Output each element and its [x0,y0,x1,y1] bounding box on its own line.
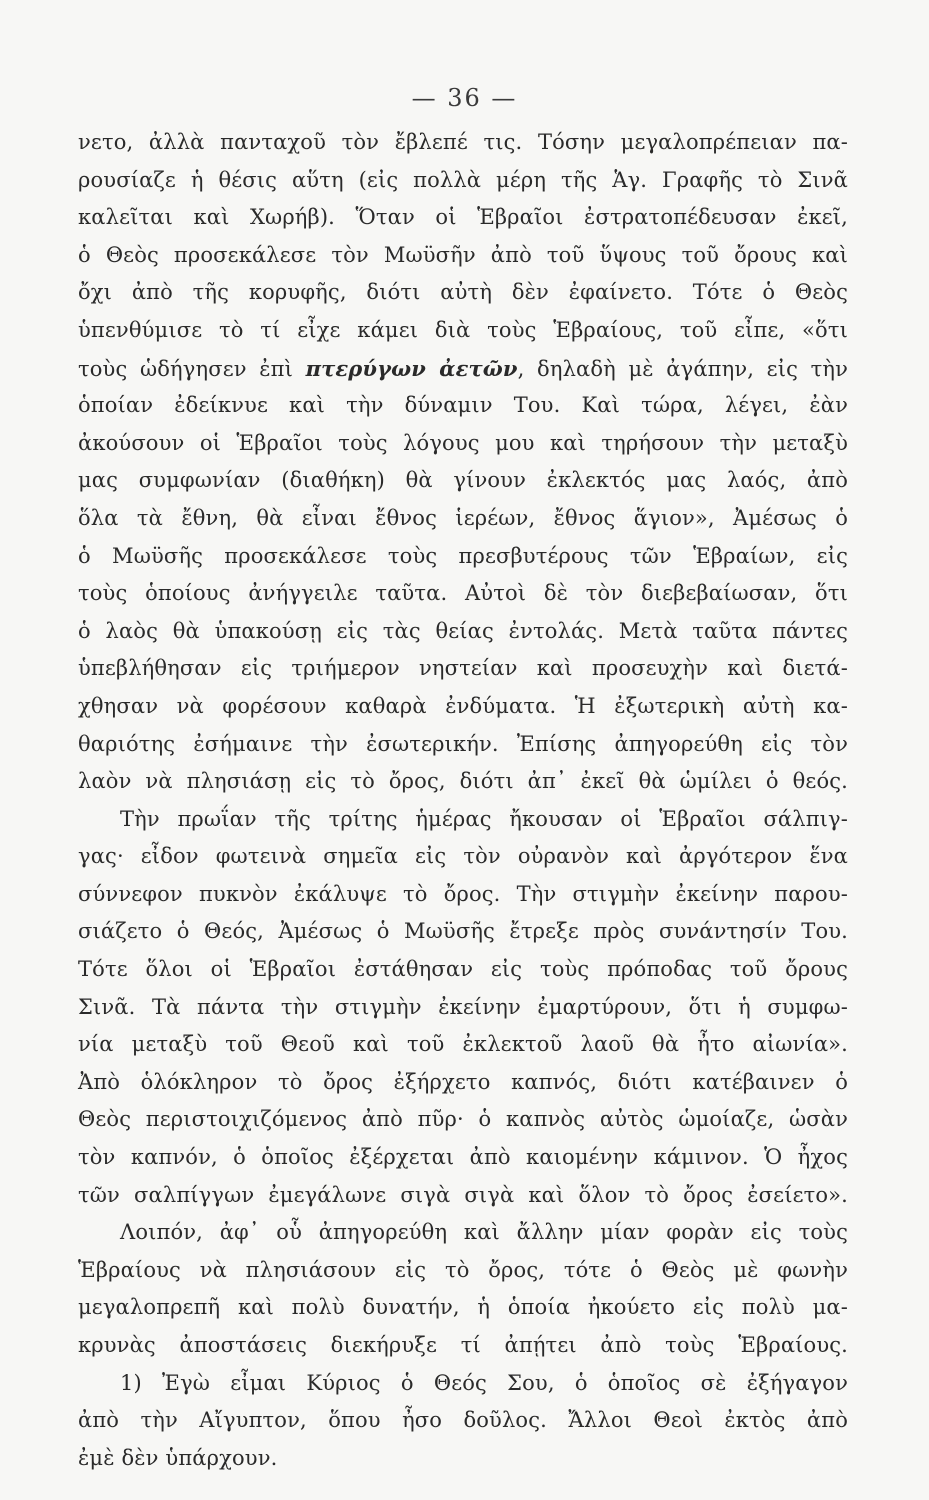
text-line: σύννεφον πυκνὸν ἐκάλυψε τὸ ὄρος. Τὴν στιγμὴν ἐκείνην παρου- [78,881,848,906]
text-line: ὁποίαν ἐδείκνυε καὶ τὴν δύναμιν Του. Καὶ τώρα, λέγει, ἐὰν [78,393,848,418]
text-line: τὸν καπνόν, ὁ ὁποῖος ἐξέρχεται ἀπὸ καιομένην κάμινον. Ὁ ἦχος [78,1145,848,1170]
text-line: ἀπὸ τὴν Αἴγυπτον, ὅπου ἦσο δοῦλος. Ἄλλοι Θεοὶ ἐκτὸς ἀπὸ [78,1408,848,1433]
text-line [78,350,848,388]
text-line: ὁ λαὸς θὰ ὑπακούσῃ εἰς τὰς θείας ἐντολάς. Μετὰ ταῦτα πάντες [78,618,848,643]
text-line: γας· εἶδον φωτεινὰ σημεῖα εἰς τὸν οὐρανὸν καὶ ἀργότερον ἕνα [78,844,848,869]
text-line: σιάζετο ὁ Θεός, Ἀμέσως ὁ Μωϋσῆς ἔτρεξε πρὸς συνάντησίν Του. [78,919,848,944]
text-line: ἐμὲ δὲν ὑπάρχουν. [78,1445,278,1470]
text-line: Ἑβραίους νὰ πλησιάσουν εἰς τὸ ὄρος, τότε ὁ Θεὸς μὲ φωνὴν [78,1257,848,1282]
text-line: θαριότης ἐσήμαινε τὴν ἐσωτερικήν. Ἐπίσης ἀπηγορεύθη εἰς τὸν [78,731,848,756]
text-line: καλεῖται καὶ Χωρήβ). Ὅταν οἱ Ἑβραῖοι ἐστρατοπέδευσαν ἐκεῖ, [78,205,848,230]
text-line: ὑπεβλήθησαν εἰς τριήμερον νηστείαν καὶ προσευχὴν καὶ διετά- [78,656,848,681]
paragraph-start-line: 1) Ἐγὼ εἶμαι Κύριος ὁ Θεός Σου, ὁ ὁποῖος σὲ ἐξήγαγον [120,1370,848,1395]
text-run: τοὺς ὡδήγησεν ἐπὶ [78,356,306,381]
text-run: , δηλαδὴ μὲ ἀγάπην, εἰς τὴν [517,356,849,381]
text-line: λαὸν νὰ πλησιάσῃ εἰς τὸ ὄρος, διότι ἀπ᾽ ἐκεῖ θὰ ὡμίλει ὁ θεός. [78,769,848,794]
text-line: ὅλα τὰ ἔθνη, θὰ εἶναι ἔθνος ἱερέων, ἔθνος ἅγιον», Ἀμέσως ὁ [78,505,848,530]
emphasized-phrase: πτερύγων ἀετῶν [305,355,518,381]
text-line: κρυνὰς ἀποστάσεις διεκήρυξε τί ἀπῄτει ἀπὸ τοὺς Ἑβραίους. [78,1333,848,1357]
body-text [78,124,848,1477]
text-line: Σινᾶ. Τὰ πάντα τὴν στιγμὴν ἐκείνην ἐμαρτύρουν, ὅτι ἡ συμφω- [78,994,848,1019]
text-line: μεγαλοπρεπῆ καὶ πολὺ δυνατήν, ἡ ὁποία ἠκούετο εἰς πολὺ μα- [78,1295,848,1320]
text-line: ὑπενθύμισε τὸ τί εἶχε κάμει διὰ τοὺς Ἑβραίους, τοῦ εἶπε, «ὅτι [78,317,848,342]
page-number: — 36 — [411,84,518,112]
text-line: ὄχι ἀπὸ τῆς κορυφῆς, διότι αὐτὴ δὲν ἐφαίνετο. Τότε ὁ Θεὸς [78,280,848,305]
text-line: ὁ Θεὸς προσεκάλεσε τὸν Μωϋσῆν ἀπὸ τοῦ ὕψους τοῦ ὄρους καὶ [78,242,848,267]
paragraph-start-line: Τὴν πρωΐαν τῆς τρίτης ἡμέρας ἤκουσαν οἱ Ἑβραῖοι σάλπιγ- [120,806,848,831]
text-line: μας συμφωνίαν (διαθήκη) θὰ γίνουν ἐκλεκτός μας λαός, ἀπὸ [78,468,848,493]
text-line: Τότε ὅλοι οἱ Ἑβραῖοι ἐστάθησαν εἰς τοὺς πρόποδας τοῦ ὄρους [78,957,848,982]
text-line: νία μεταξὺ τοῦ Θεοῦ καὶ τοῦ ἐκλεκτοῦ λαοῦ θὰ ἦτο αἰωνία». [78,1032,848,1057]
text-line: τῶν σαλπίγγων ἐμεγάλωνε σιγὰ σιγὰ καὶ ὅλον τὸ ὄρος ἐσείετο». [78,1182,848,1207]
paragraph-start-line: Λοιπόν, ἀφ᾽ οὗ ἀπηγορεύθη καὶ ἄλλην μίαν φορὰν εἰς τοὺς [120,1220,848,1245]
text-line: χθησαν νὰ φορέσουν καθαρὰ ἐνδύματα. Ἡ ἐξωτερικὴ αὐτὴ κα- [78,693,848,718]
text-line: τοὺς ὁποίους ἀνήγγειλε ταῦτα. Αὐτοὶ δὲ τὸν διεβεβαίωσαν, ὅτι [78,581,848,606]
text-line: νετο, ἀλλὰ πανταχοῦ τὸν ἔβλεπέ τις. Τόσην μεγαλοπρέπειαν πα- [78,130,848,154]
text-line: Ἀπὸ ὁλόκληρον τὸ ὄρος ἐξήρχετο καπνός, διότι κατέβαινεν ὁ [78,1069,848,1094]
text-line: ρουσίαζε ἡ θέσις αὕτη (εἰς πολλὰ μέρη τῆς Ἁγ. Γραφῆς τὸ Σινᾶ [78,167,848,192]
text-line: Θεὸς περιστοιχιζόμενος ἀπὸ πῦρ· ὁ καπνὸς αὐτὸς ὡμοίαζε, ὡσὰν [78,1107,848,1132]
text-line: ἀκούσουν οἱ Ἑβραῖοι τοὺς λόγους μου καὶ τηρήσουν τὴν μεταξὺ [78,430,848,455]
text-line: ὁ Μωϋσῆς προσεκάλεσε τοὺς πρεσβυτέρους τῶν Ἑβραίων, εἰς [78,543,848,568]
